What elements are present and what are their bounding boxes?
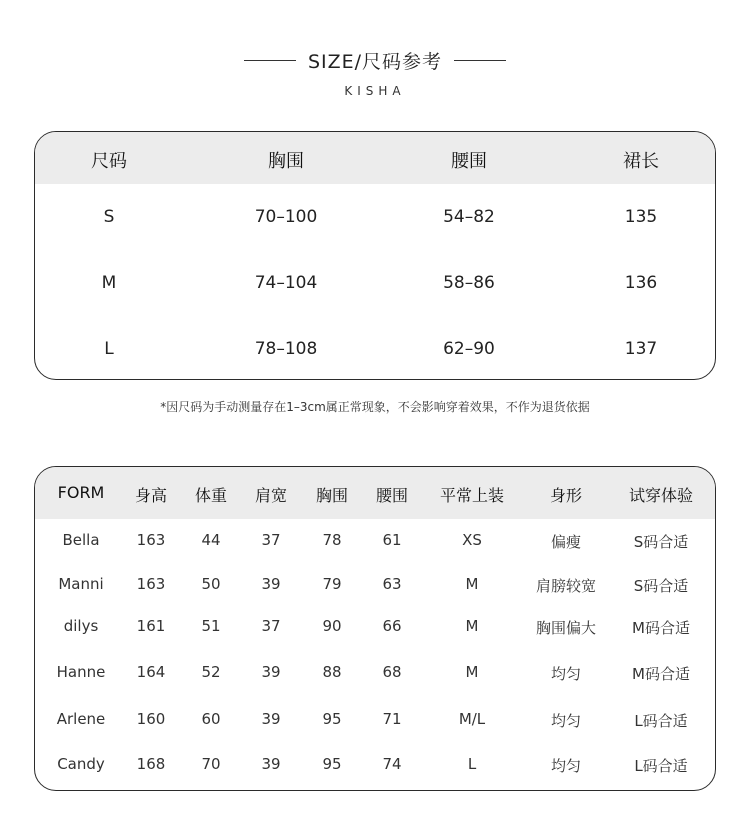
bust-col-header: 胸围 bbox=[268, 151, 304, 172]
bust-cell: 78–108 bbox=[254, 339, 318, 359]
shoulder-cell: 39 bbox=[261, 663, 281, 681]
fitting-cell: L码合适 bbox=[634, 712, 688, 730]
shoulder-cell: 37 bbox=[261, 531, 281, 549]
model-name: dilys bbox=[63, 617, 99, 635]
bust-cell: 90 bbox=[322, 617, 342, 635]
waist-cell: 74 bbox=[382, 755, 402, 773]
table-row bbox=[35, 316, 715, 380]
height-cell: 163 bbox=[136, 531, 166, 549]
usual-top-cell: M/L bbox=[458, 710, 486, 728]
fitting-cell: M码合适 bbox=[632, 619, 690, 637]
body-type-cell: 胸围偏大 bbox=[535, 619, 596, 637]
model-name: Manni bbox=[58, 575, 104, 593]
title-line-left bbox=[244, 60, 296, 61]
body-type-col-header: 身形 bbox=[549, 486, 582, 505]
usual-top-cell: XS bbox=[462, 531, 482, 549]
body-type-cell: 均匀 bbox=[550, 757, 581, 775]
bust-cell: 95 bbox=[322, 710, 342, 728]
shoulder-cell: 39 bbox=[261, 755, 281, 773]
shoulder-col-header: 肩宽 bbox=[254, 486, 287, 505]
height-col-header: 身高 bbox=[134, 486, 167, 505]
measurement-note: *因尺码为手动测量存在1–3cm属正常现象，不会影响穿着效果，不作为退货依据 bbox=[160, 400, 590, 414]
title-line-right bbox=[454, 60, 506, 61]
form-table-header bbox=[35, 467, 715, 519]
table-row bbox=[35, 649, 715, 696]
brand-name: KISHA bbox=[344, 84, 406, 98]
waist-col-header: 腰围 bbox=[375, 486, 408, 505]
table-row bbox=[35, 563, 715, 607]
fitting-cell: S码合适 bbox=[633, 577, 689, 595]
height-cell: 164 bbox=[136, 663, 166, 681]
model-name: Candy bbox=[57, 755, 105, 773]
page-title: SIZE/尺码参考 bbox=[307, 50, 443, 73]
bust-cell: 74–104 bbox=[254, 273, 318, 293]
table-row bbox=[35, 184, 715, 250]
waist-cell: 71 bbox=[382, 710, 402, 728]
size-col-header: 尺码 bbox=[91, 151, 127, 172]
shoulder-cell: 39 bbox=[261, 575, 281, 593]
form-col-header: FORM bbox=[57, 483, 105, 502]
height-cell: 160 bbox=[136, 710, 166, 728]
waist-col-header: 腰围 bbox=[451, 151, 487, 172]
waist-cell: 58–86 bbox=[443, 273, 495, 293]
bust-cell: 95 bbox=[322, 755, 342, 773]
size-cell: M bbox=[101, 273, 117, 293]
weight-cell: 60 bbox=[201, 710, 221, 728]
model-name: Arlene bbox=[56, 710, 106, 728]
waist-cell: 62–90 bbox=[443, 339, 495, 359]
waist-cell: 66 bbox=[382, 617, 402, 635]
length-cell: 136 bbox=[624, 273, 658, 293]
waist-cell: 54–82 bbox=[443, 207, 495, 227]
fitting-col-header: 试穿体验 bbox=[628, 486, 693, 505]
shoulder-cell: 39 bbox=[261, 710, 281, 728]
body-type-cell: 偏瘦 bbox=[550, 533, 581, 551]
shoulder-cell: 37 bbox=[261, 617, 281, 635]
weight-cell: 50 bbox=[201, 575, 221, 593]
title-row bbox=[0, 44, 750, 76]
size-table-header bbox=[35, 132, 715, 184]
usual-top-cell: M bbox=[465, 575, 479, 593]
height-cell: 168 bbox=[136, 755, 166, 773]
body-type-cell: 肩膀较宽 bbox=[535, 577, 596, 595]
body-type-cell: 均匀 bbox=[550, 665, 581, 683]
fitting-cell: M码合适 bbox=[632, 665, 690, 683]
weight-cell: 70 bbox=[201, 755, 221, 773]
length-col-header: 裙长 bbox=[623, 151, 659, 172]
bust-cell: 70–100 bbox=[254, 207, 318, 227]
model-name: Hanne bbox=[56, 663, 106, 681]
table-row bbox=[35, 250, 715, 316]
weight-cell: 52 bbox=[201, 663, 221, 681]
model-name: Bella bbox=[62, 531, 100, 549]
size-cell: L bbox=[104, 339, 114, 359]
header bbox=[0, 44, 750, 98]
bust-cell: 79 bbox=[322, 575, 342, 593]
usual-top-cell: M bbox=[465, 663, 479, 681]
bust-cell: 88 bbox=[322, 663, 342, 681]
form-table bbox=[34, 466, 716, 791]
length-cell: 137 bbox=[624, 339, 658, 359]
length-cell: 135 bbox=[624, 207, 658, 227]
weight-col-header: 体重 bbox=[194, 486, 227, 505]
fitting-cell: S码合适 bbox=[633, 533, 689, 551]
table-row bbox=[35, 519, 715, 563]
usual-top-cell: M bbox=[465, 617, 479, 635]
usual-top-col-header: 平常上装 bbox=[439, 486, 504, 505]
size-table bbox=[34, 131, 716, 380]
size-cell: S bbox=[103, 207, 115, 227]
table-row bbox=[35, 743, 715, 787]
bust-col-header: 胸围 bbox=[315, 486, 348, 505]
body-type-cell: 均匀 bbox=[550, 712, 581, 730]
height-cell: 163 bbox=[136, 575, 166, 593]
weight-cell: 44 bbox=[201, 531, 221, 549]
waist-cell: 68 bbox=[382, 663, 402, 681]
waist-cell: 61 bbox=[382, 531, 402, 549]
table-row bbox=[35, 696, 715, 743]
weight-cell: 51 bbox=[201, 617, 221, 635]
table-row bbox=[35, 607, 715, 649]
height-cell: 161 bbox=[136, 617, 166, 635]
waist-cell: 63 bbox=[382, 575, 402, 593]
usual-top-cell: L bbox=[467, 755, 477, 773]
bust-cell: 78 bbox=[322, 531, 342, 549]
fitting-cell: L码合适 bbox=[634, 757, 688, 775]
